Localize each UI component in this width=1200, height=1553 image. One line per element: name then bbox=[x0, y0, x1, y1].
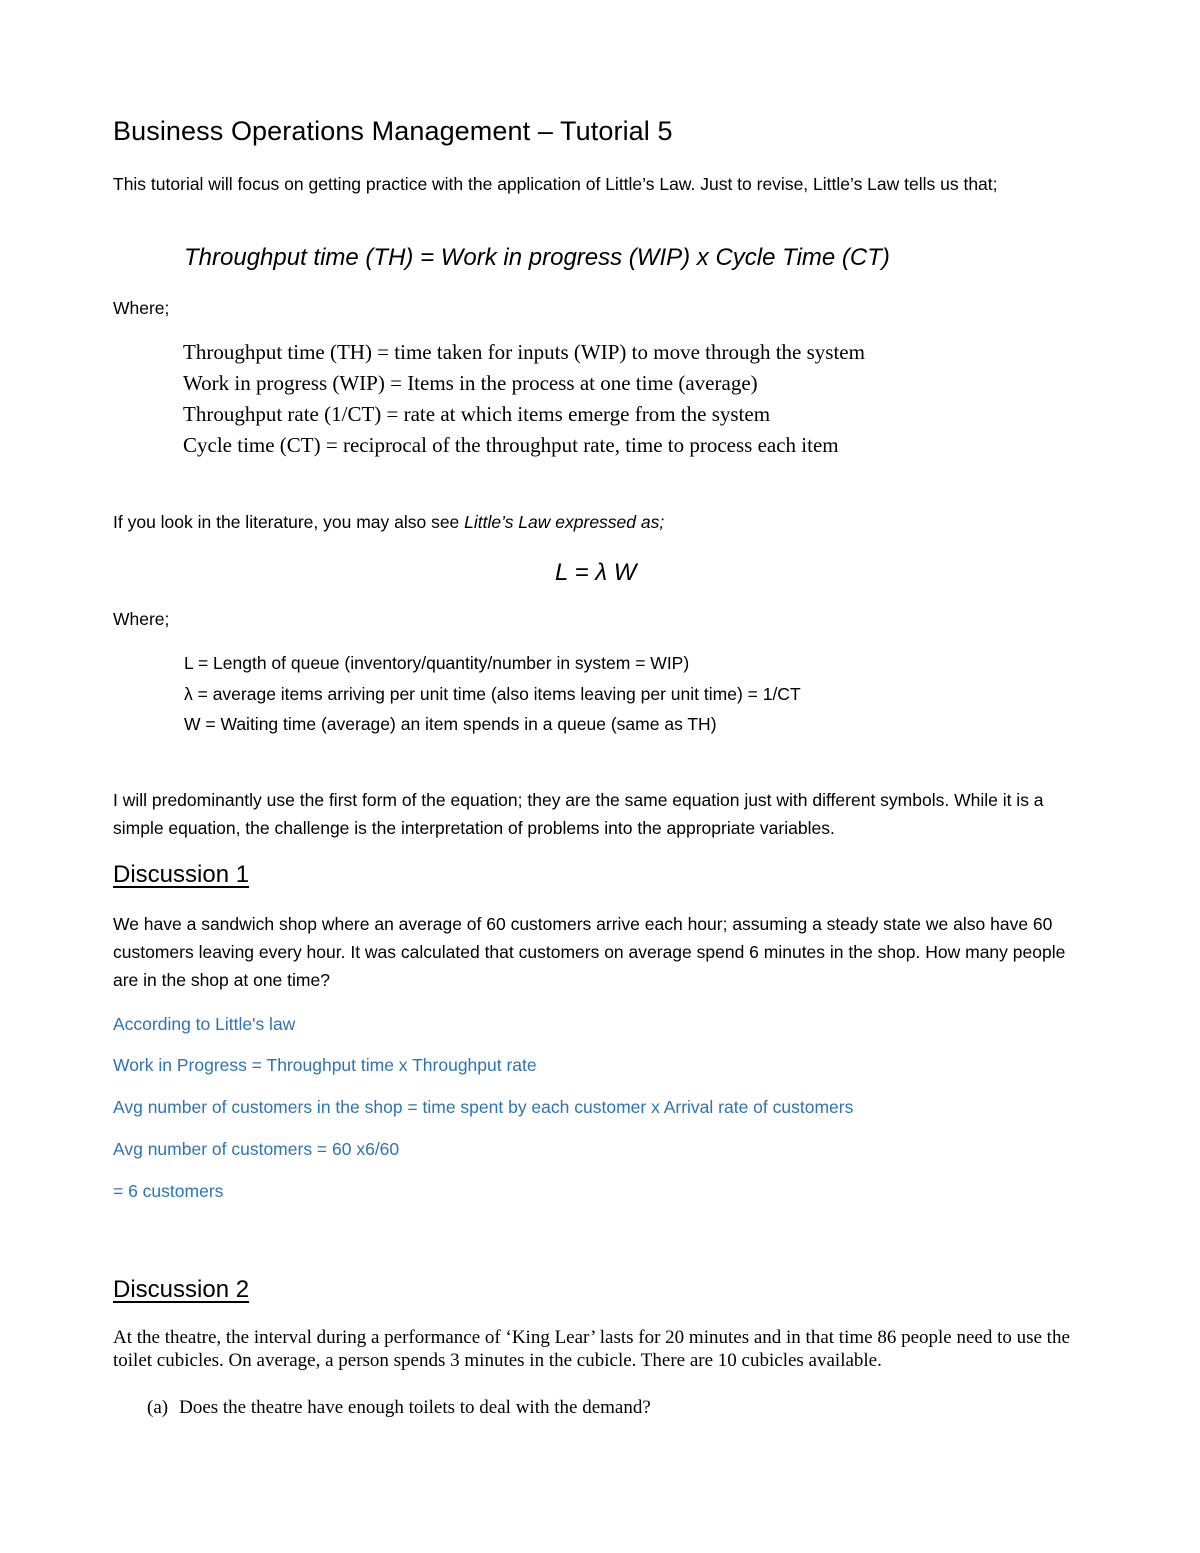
intro-paragraph: This tutorial will focus on getting practice with the application of Little’s Law. Just to revise, Little’s Law tells us that; bbox=[113, 174, 998, 194]
question-text: Does the theatre have enough toilets to deal with the demand? bbox=[179, 1397, 651, 1418]
main-equation: Throughput time (TH) = Work in progress (WIP) x Cycle Time (CT) bbox=[184, 244, 890, 271]
symbol-l-definition: L = Length of queue (inventory/quantity/number in system = WIP) bbox=[184, 653, 690, 673]
page-title: Business Operations Management – Tutorial 5 bbox=[113, 116, 673, 146]
answer-line: Work in Progress = Throughput time x Throughput rate bbox=[113, 1055, 537, 1075]
discussion-2-problem: At the theatre, the interval during a performance of ‘King Lear’ lasts for 20 minutes and in that time 86 people need to use the toilet cubicles. On average, a person spends 3 minutes in the cubicle. There are 10 cubicles available. bbox=[113, 1327, 1070, 1371]
answer-line: Avg number of customers = 60 x6/60 bbox=[113, 1139, 400, 1159]
definition-throughput-rate: Throughput rate (1/CT) = rate at which items emerge from the system bbox=[183, 402, 771, 426]
definition-throughput-time: Throughput time (TH) = time taken for inputs (WIP) to move through the system bbox=[183, 340, 865, 364]
answer-line: = 6 customers bbox=[113, 1181, 224, 1201]
answer-line: Avg number of customers in the shop = time spent by each customer x Arrival rate of customers bbox=[113, 1097, 854, 1117]
answer-line: According to Little's law bbox=[113, 1014, 296, 1034]
closing-paragraph: I will predominantly use the first form of the equation; they are the same equation just with different symbols. While it is a simple equation, the challenge is the interpretation of problems into the appropriate variables. bbox=[113, 790, 1044, 838]
where-label: Where; bbox=[113, 298, 170, 318]
definition-wip: Work in progress (WIP) = Items in the process at one time (average) bbox=[183, 371, 758, 395]
question-label: (a) bbox=[147, 1397, 169, 1418]
definition-cycle-time: Cycle time (CT) = reciprocal of the throughput rate, time to process each item bbox=[183, 433, 839, 457]
literature-prefix: If you look in the literature, you may also see bbox=[113, 512, 465, 532]
literature-italic: Little’s Law expressed as; bbox=[464, 512, 665, 532]
literature-sentence bbox=[113, 512, 664, 533]
symbol-lambda-definition: λ = average items arriving per unit time (also items leaving per unit time) = 1/CT bbox=[184, 684, 801, 704]
discussion-1-problem: We have a sandwich shop where an average of 60 customers arrive each hour; assuming a steady state we also have 60 customers leaving every hour. It was calculated that customers on average spend 6 minutes in the shop. How many people are in the shop at one time? bbox=[113, 914, 1066, 990]
discussion-1-heading: Discussion 1 bbox=[113, 861, 250, 888]
symbol-w-definition: W = Waiting time (average) an item spends in a queue (same as TH) bbox=[184, 714, 717, 734]
where-label-2: Where; bbox=[113, 609, 170, 629]
discussion-2-question-a bbox=[147, 1397, 651, 1419]
discussion-2-heading: Discussion 2 bbox=[113, 1276, 250, 1303]
little-equation: L = λ W bbox=[555, 559, 637, 586]
